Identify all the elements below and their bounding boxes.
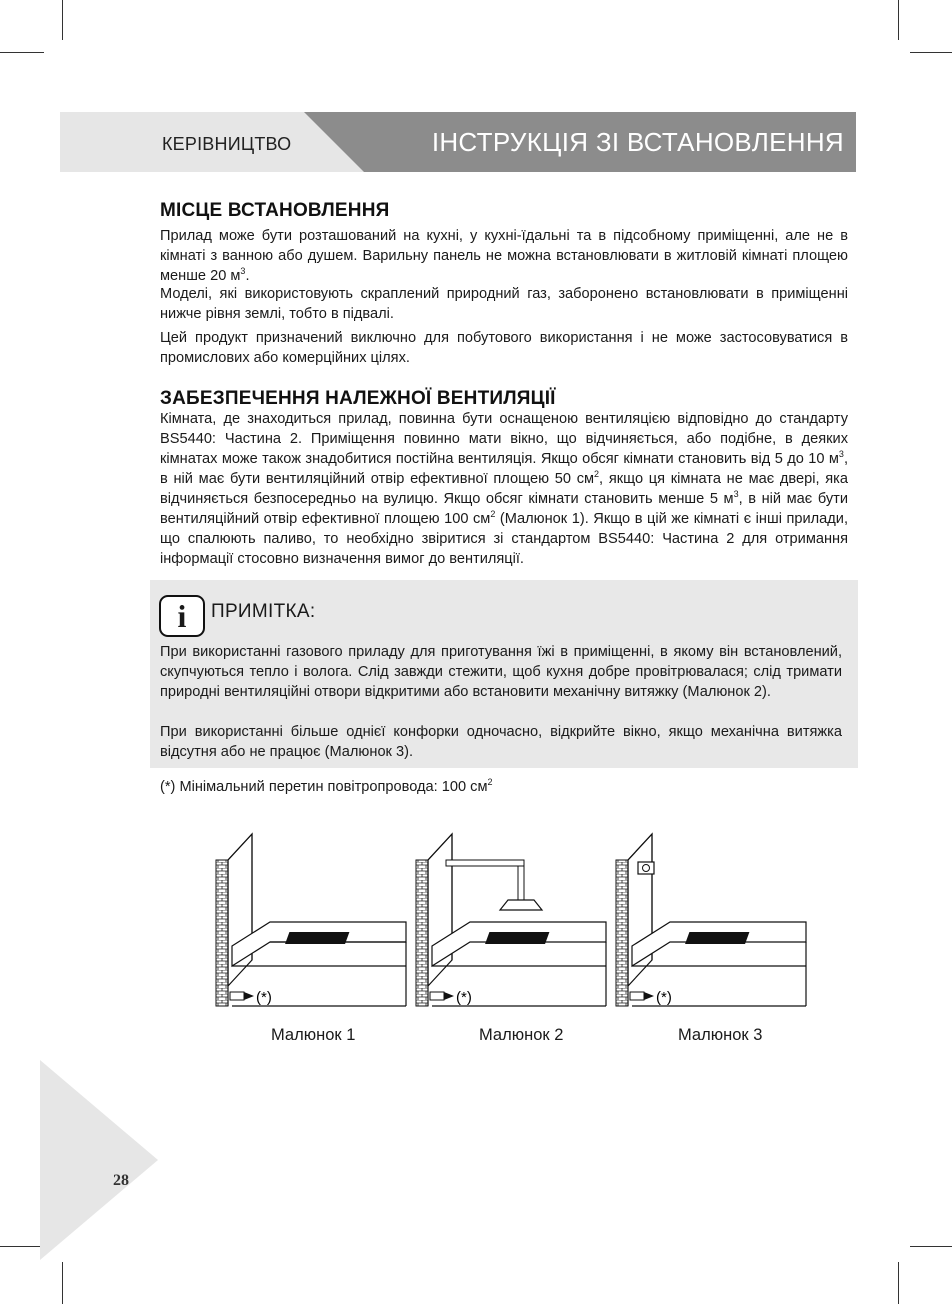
figure-marker: (*) xyxy=(456,989,472,1006)
paragraph: Моделі, які використовують скраплений природний газ, заборонено встановлювати в приміщенні нижче рівня землі, тобто в підвалі. xyxy=(160,286,848,322)
page-corner-decoration xyxy=(40,1060,158,1260)
crop-mark xyxy=(898,0,899,40)
figure-2-drawing xyxy=(416,834,606,1006)
figure-marker: (*) xyxy=(656,989,672,1006)
page-number: 28 xyxy=(113,1172,129,1189)
crop-mark xyxy=(62,0,63,40)
crop-mark xyxy=(910,52,952,53)
figure-3-drawing xyxy=(616,834,806,1006)
paragraph: Кімната, де знаходиться прилад, повинна бути оснащеною вентиляцією відповідно до стандарту BS5440: Частина 2. Приміщення повинно мати вікно, що відчиняється, або подібне, в деяких кімнатах може також знадобитися постійна вентиляція. Якщо обсяг кімнати становить від 5 до 10 $м^3$, в ній має бути вентиляційний отвір ефективної площею 50 $см^2$, якщо ця кімната не має двері, яка відчиняється безпосередньо на вулицю. Якщо обсяг кімнати становить менше 5 $м^3$, в ній має бути вентиляційний отвір ефективної площею 100 $см^2$ (Малюнок 1). Якщо в цій же кімнаті є інші прилади, що спалюють паливо, то необхідно звіритися зі стандартом BS5440: Частина 2 для отримання інформації стосовно визначення вимог до вентиляції. xyxy=(160,411,848,567)
header-section-title: ІНСТРУКЦІЯ ЗІ ВСТАНОВЛЕННЯ xyxy=(431,127,844,157)
note-title: ПРИМІТКА: xyxy=(211,601,316,622)
figure-caption-1: Малюнок 1 xyxy=(271,1026,356,1044)
figure-caption-2: Малюнок 2 xyxy=(479,1026,564,1044)
crop-mark xyxy=(0,1246,44,1247)
note-paragraph: При використанні газового приладу для приготування їжі в приміщенні, в якому він встановлений, скупчуються тепло і волога. Слід завжди стежити, щоб кухня добре провітрювалася; слід тримати природні вентиляційні отвори відкритими або встановити механічну витяжку (Малюнок 2). xyxy=(160,644,842,700)
footnote: (*) Мінімальний перетин повітропровода: 100 $см^2$ xyxy=(160,777,493,795)
crop-mark xyxy=(0,52,44,53)
paragraph: Цей продукт призначений виключно для побутового використання і не може застосовуватися в промислових або комерційних цілях. xyxy=(160,330,848,366)
crop-mark xyxy=(910,1246,952,1247)
info-icon: i xyxy=(159,595,205,637)
note-paragraph: При використанні більше однієї конфорки одночасно, відкрийте вікно, якщо механічна витяжка відсутня або не працює (Малюнок 3). xyxy=(160,724,842,760)
section-title-ventilation: ЗАБЕЗПЕЧЕННЯ НАЛЕЖНОЇ ВЕНТИЛЯЦІЇ xyxy=(160,388,556,409)
figure-1-drawing xyxy=(216,834,406,1006)
figure-caption-3: Малюнок 3 xyxy=(678,1026,763,1044)
header-manual-label: КЕРІВНИЦТВО xyxy=(162,134,292,154)
ventilation-figures xyxy=(210,826,810,1016)
figure-marker: (*) xyxy=(256,989,272,1006)
paragraph: Прилад може бути розташований на кухні, у кухні-їдальні та в підсобному приміщенні, але не в кімнаті з ванною або душем. Варильну панель не можна встановлювати в житловій кімнаті площею менше 20 $м^3$. xyxy=(160,228,848,284)
section-title-installation-place: МІСЦЕ ВСТАНОВЛЕННЯ xyxy=(160,200,390,221)
crop-mark xyxy=(62,1262,63,1304)
crop-mark xyxy=(898,1262,899,1304)
